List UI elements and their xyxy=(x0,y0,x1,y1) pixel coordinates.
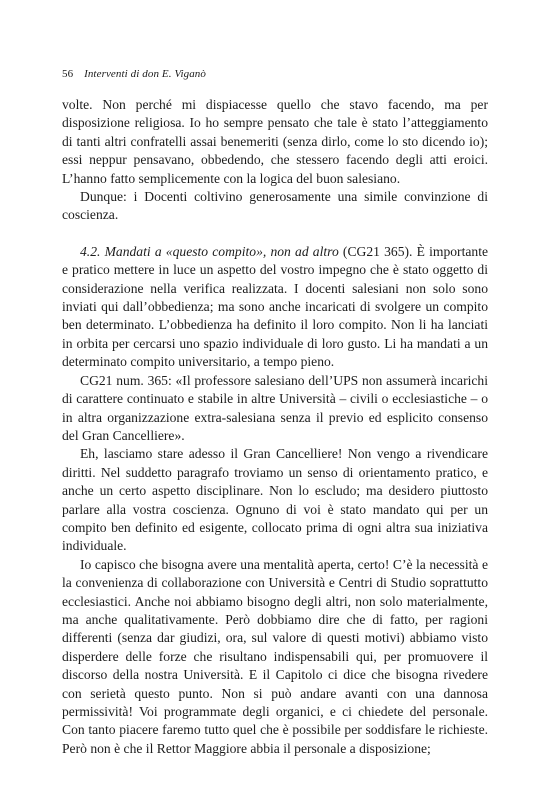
paragraph-conclusion: Dunque: i Docenti coltivino generosamente una simile convinzione di coscienza. xyxy=(62,189,488,223)
paragraph-mentalita-aperta: Io capisco che bisogna avere una mentalità aperta, certo! C’è la necessità e la convenienza di collaborazione con Università e Centri di Studio soprattutto ecclesiastici. Anche noi abbiamo bisogno degli altri, non solo materialmente, ma anche qualitativamente. Però dobbiamo dire che di fatto, per ragioni differenti (senza dar giudizi, ora, sul valore di questi motivi) abbiamo visto disperdere delle forze che risultano indispensabili qui, per promuovere il discorso della nostra Università. E il Capitolo ci dice che bisogna rivedere con serietà questo punto. Non si può andare avanti con una dannosa permissività! Voi programmate degli organici, e ci chiedete del personale. Con tanto piacere faremo tutto quel che è possibile per soddisfare le richieste. Però non è che il Rettor Maggiore abbia il personale a disposizione; xyxy=(62,556,488,756)
section-paragraph xyxy=(62,243,488,372)
running-title: Interventi di don E. Viganò xyxy=(84,68,207,80)
paragraph-gran-cancelliere: Eh, lasciamo stare adesso il Gran Cancelliere! Non vengo a rivendicare diritti. Nel suddetto paragrafo troviamo un senso di orientamento pratico, e anche un certo aspetto disciplinare. Non lo escludo; ma desidero piuttosto parlare alla vostra coscienza. Ognuno di voi è stato mandato qui per un compito ben definito ed esigente, collocato prima di ogni altra sua iniziativa individuale. xyxy=(62,446,488,554)
page-number: 56 xyxy=(62,68,74,80)
section-text: (CG21 365). È importante e pratico mettere in luce un aspetto del vostro impegno che è stato oggetto di considerazione nella verifica realizzata. I docenti salesiani non solo sono inviati qui dall’obbedienza; ma sono anche incaricati di svolgere un compito ben determinato. L’obbedienza ha definito il loro compito. Non li ha lanciati in orbita per cercarsi uno spazio individuale di loro gusto. Li ha mandati a un determinato compito universitario, a tempo pieno. xyxy=(62,243,488,370)
section-heading: 4.2. Mandati a «questo compito», non ad altro xyxy=(80,243,339,259)
paragraph-continuation: volte. Non perché mi dispiacesse quello che stavo facendo, ma per disposizione religiosa. Io ho sempre pensato che tale è stato l’atteggiamento di tanti altri confratelli assai benemeriti (senza dirlo, come lo sto dicendo io); essi neppur pensavano, obbedendo, che stessero facendo degli atti eroici. L’hanno fatto semplicemente con la logica del buon salesiano. xyxy=(62,97,488,186)
page-body xyxy=(62,96,488,758)
running-header xyxy=(62,68,206,80)
paragraph-quote: CG21 num. 365: «Il professore salesiano dell’UPS non assumerà incarichi di carattere continuato e stabile in altre Università – civili o ecclesiastiche – o in altra organizzazione extra-salesiana senza il previo ed esplicito consenso del Gran Cancelliere». xyxy=(62,372,488,443)
